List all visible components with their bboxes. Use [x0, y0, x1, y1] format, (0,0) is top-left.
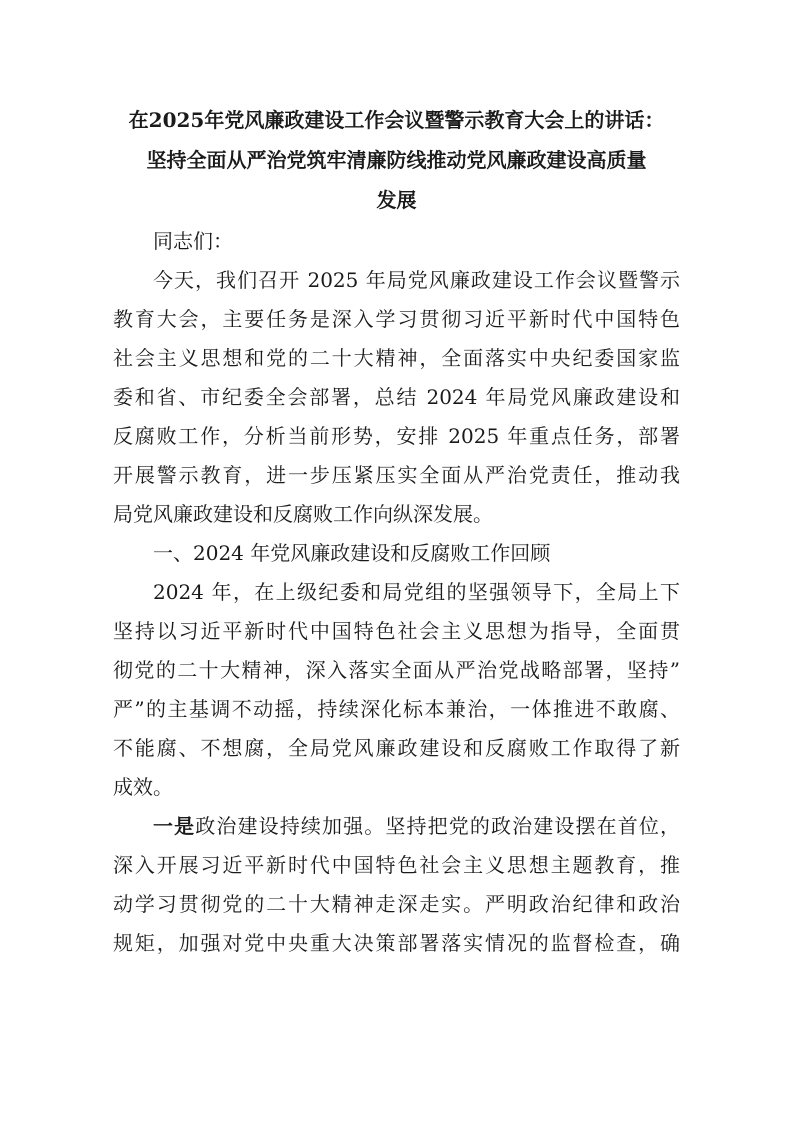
title-line-2: 坚持全面从严治党筑牢清廉防线推动党风廉政建设高质量 — [146, 148, 647, 172]
document-body — [113, 222, 680, 963]
salutation: 同志们： — [153, 229, 233, 253]
para3-line: 深入开展习近平新时代中国特色社会主义思想主题教育，推 — [113, 853, 680, 877]
para1-line: 局党风廉政建设和反腐败工作向纵深发展。 — [113, 502, 493, 526]
para2-line: 彻党的二十大精神，深入落实全面从严治党战略部署，坚持” — [113, 658, 680, 682]
para1-line: 委和省、市纪委全会部署，总结 2024 年局党风廉政建设和 — [113, 385, 680, 409]
para2-line: 成效。 — [113, 775, 173, 799]
para1-line: 今天，我们召开 2025 年局党风廉政建设工作会议暨警示 — [153, 268, 680, 292]
para2-line: 坚持以习近平新时代中国特色社会主义思想为指导，全面贯 — [113, 619, 680, 643]
para1-line: 教育大会，主要任务是深入学习贯彻习近平新时代中国特色 — [113, 307, 680, 331]
para1-line: 社会主义思想和党的二十大精神，全面落实中央纪委国家监 — [113, 346, 680, 370]
para3-first-text: 政治建设持续加强。坚持把党的政治建设摆在首位， — [195, 814, 680, 838]
para2-line: 严”的主基调不动摇，持续深化标本兼治，一体推进不敢腐、 — [113, 697, 680, 721]
para2-line: 2024 年，在上级纪委和局党组的坚强领导下，全局上下 — [153, 580, 680, 604]
para3-line: 动学习贯彻党的二十大精神走深走实。严明政治纪律和政治 — [113, 892, 680, 916]
title-line-3: 发展 — [376, 188, 417, 212]
para3-lead: 一是 — [153, 814, 196, 838]
title-line-1: 在2025年党风廉政建设工作会议暨警示教育大会上的讲话： — [128, 108, 665, 132]
section-heading-1: 一、2024 年党风廉政建设和反腐败工作回顾 — [153, 541, 551, 565]
para3-line-first — [113, 807, 680, 846]
para1-line: 开展警示教育，进一步压紧压实全面从严治党责任，推动我 — [113, 463, 680, 487]
para2-line: 不能腐、不想腐，全局党风廉政建设和反腐败工作取得了新 — [113, 736, 680, 760]
para1-line: 反腐败工作，分析当前形势，安排 2025 年重点任务，部署 — [113, 424, 680, 448]
para3-line: 规矩，加强对党中央重大决策部署落实情况的监督检查，确 — [113, 931, 680, 955]
